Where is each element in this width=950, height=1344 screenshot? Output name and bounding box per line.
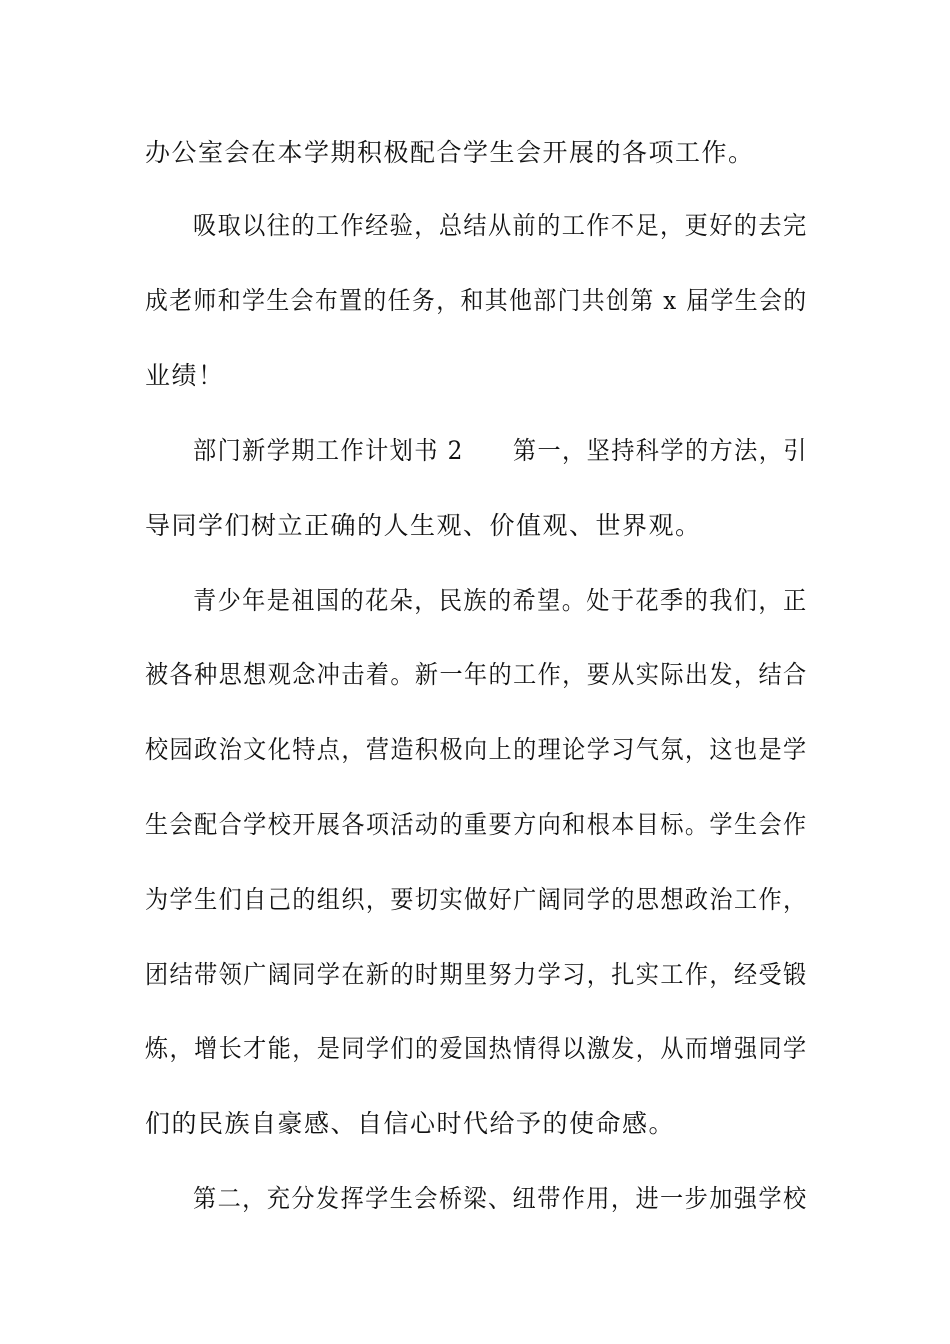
- text-line: 团结带领广阔同学在新的时期里努力学习，扎实工作，经受锻: [145, 960, 808, 989]
- text-line: 被各种思想观念冲击着。新一年的工作，要从实际出发，结合: [145, 660, 808, 689]
- text-line: 生会配合学校开展各项活动的重要方向和根本目标。学生会作: [145, 810, 808, 839]
- text-line: 青少年是祖国的花朵，民族的希望。处于花季的我们，正: [193, 586, 808, 615]
- text-line: 为学生们自己的组织，要切实做好广阔同学的思想政治工作，: [145, 885, 808, 914]
- text-line: 办公室会在本学期积极配合学生会开展的各项工作。: [145, 138, 755, 167]
- text-line: 炼，增长才能，是同学们的爱国热情得以激发，从而增强同学: [145, 1034, 808, 1063]
- text-line: 校园政治文化特点，营造积极向上的理论学习气氛，这也是学: [145, 735, 808, 764]
- text-line: 们的民族自豪感、自信心时代给予的使命感。: [145, 1109, 676, 1138]
- text-line: 吸取以往的工作经验，总结从前的工作不足，更好的去完: [193, 211, 808, 240]
- text-line: 导同学们树立正确的人生观、价值观、世界观。: [145, 511, 702, 540]
- text-line: 第二，充分发挥学生会桥梁、纽带作用，进一步加强学校: [193, 1184, 808, 1213]
- text-line: 部门新学期工作计划书 2 第一，坚持科学的方法，引: [193, 436, 808, 465]
- text-line: 业绩！: [145, 361, 225, 390]
- text-line: 成老师和学生会布置的任务，和其他部门共创第 x 届学生会的: [145, 286, 808, 315]
